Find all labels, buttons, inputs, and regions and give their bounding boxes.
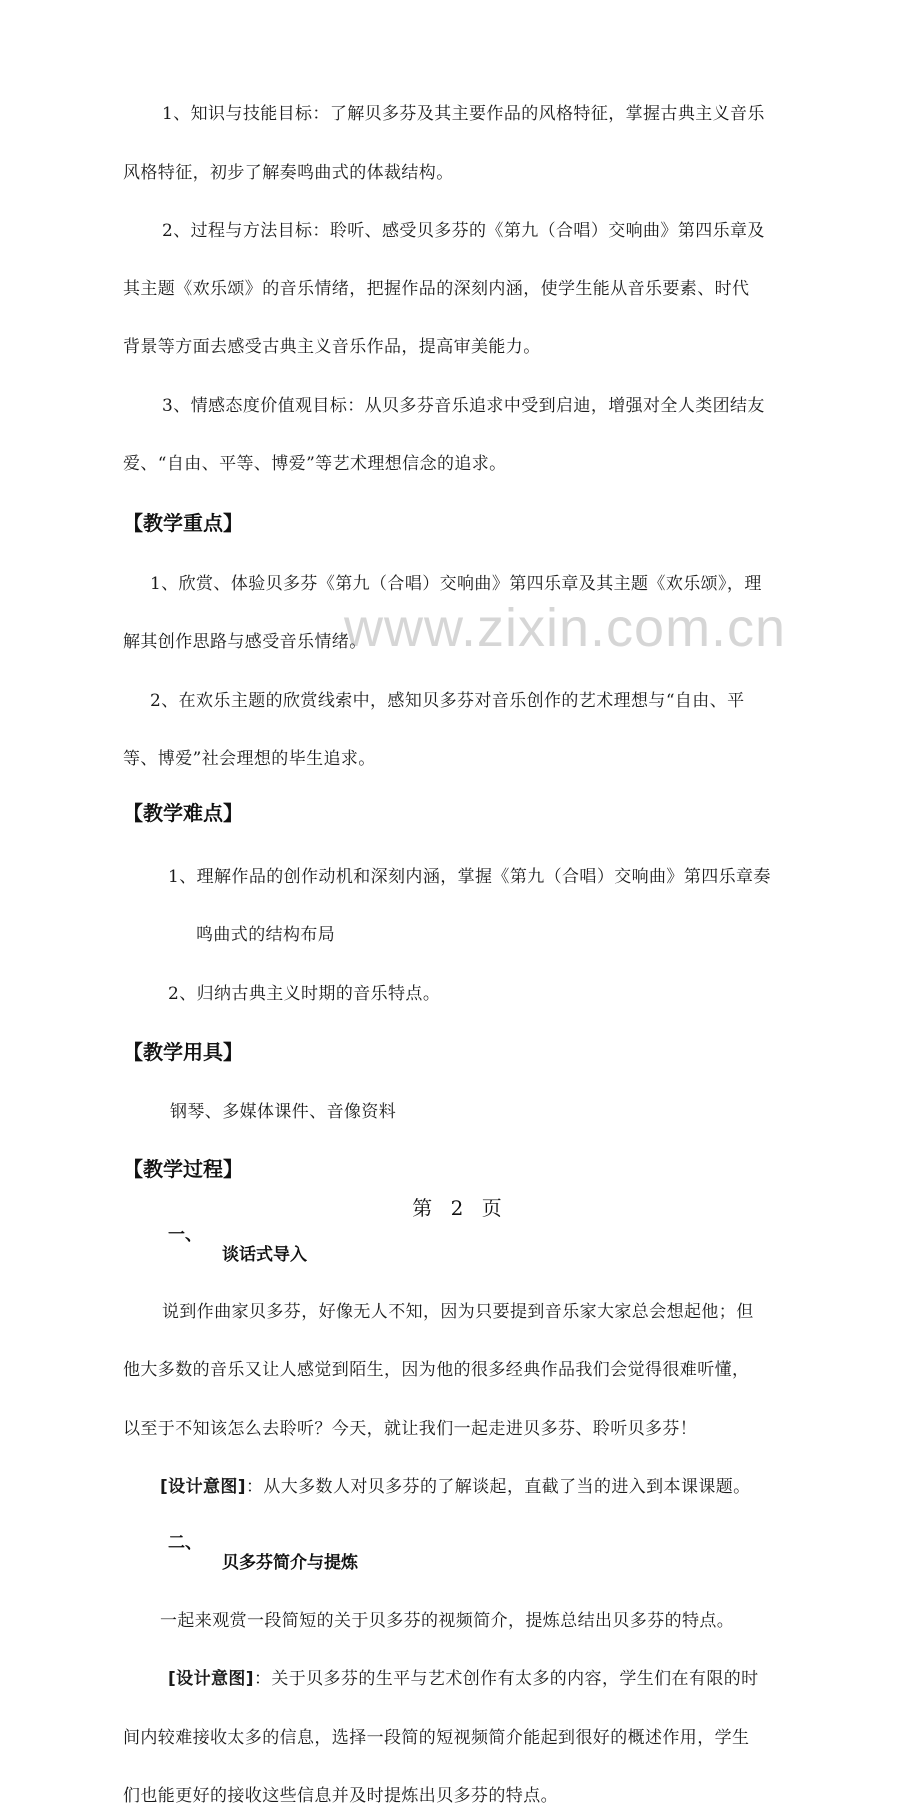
section-2-line-1: 一起来观赏一段简短的关于贝多芬的视频简介，提炼总结出贝多芬的特点。 <box>160 1611 735 1631</box>
difficulty-1-line-1: 1、理解作品的创作动机和深刻内涵，掌握《第九（合唱）交响曲》第四乐章奏 <box>168 867 771 887</box>
key-point-2-line-2: 等、博爱”社会理想的毕生追求。 <box>123 749 376 769</box>
section-1-line-2: 他大多数的音乐又让人感觉到陌生，因为他的很多经典作品我们会觉得很难听懂， <box>123 1360 750 1380</box>
section-1-line-3: 以至于不知该怎么去聆听？今天，就让我们一起走进贝多芬、聆听贝多芬！ <box>123 1419 698 1439</box>
process-heading: 【教学过程】 <box>123 1157 243 1181</box>
key-points-heading: 【教学重点】 <box>123 511 243 535</box>
objective-2-line-1: 2、过程与方法目标：聆听、感受贝多芬的《第九（合唱）交响曲》第四乐章及 <box>162 221 765 241</box>
section-2-design-intent <box>168 1669 920 1689</box>
objective-2-line-2: 其主题《欢乐颂》的音乐情绪，把握作品的深刻内涵，使学生能从音乐要素、时代 <box>123 279 750 299</box>
key-point-1-line-1: 1、欣赏、体验贝多芬《第九（合唱）交响曲》第四乐章及其主题《欢乐颂》，理 <box>150 574 762 594</box>
watermark: www.zixin.com.cn <box>344 598 787 658</box>
objective-1-line-1: 1、知识与技能目标：了解贝多芬及其主要作品的风格特征，掌握古典主义音乐 <box>162 104 765 124</box>
key-point-2-line-1: 2、在欢乐主题的欣赏线索中，感知贝多芬对音乐创作的艺术理想与“自由、平 <box>150 691 745 711</box>
section-2-title: 贝多芬简介与提炼 <box>222 1553 358 1573</box>
section-2-design-line-3: 们也能更好的接收这些信息并及时提炼出贝多芬的特点。 <box>123 1786 558 1806</box>
design-intent-text: ：从大多数人对贝多芬的了解谈起，直截了当的进入到本课课题。 <box>245 1477 751 1497</box>
section-1-line-1: 说到作曲家贝多芬，好像无人不知，因为只要提到音乐家大家总会想起他；但 <box>162 1302 754 1322</box>
section-1-number: 一、 <box>168 1225 202 1245</box>
design-intent-text: ：关于贝多芬的生平与艺术创作有太多的内容，学生们在有限的时 <box>253 1669 759 1689</box>
section-1-design-intent <box>160 1477 920 1497</box>
section-1-title: 谈话式导入 <box>222 1245 307 1265</box>
tools-heading: 【教学用具】 <box>123 1040 243 1064</box>
objective-3-line-2: 爱、“自由、平等、博爱”等艺术理想信念的追求。 <box>123 454 507 474</box>
difficulties-heading: 【教学难点】 <box>123 801 243 825</box>
difficulty-1-line-2: 鸣曲式的结构布局 <box>196 925 336 945</box>
key-point-1-line-2: 解其创作思路与感受音乐情绪。 <box>123 632 367 652</box>
section-2-design-line-2: 间内较难接收太多的信息，选择一段简的短视频简介能起到很好的概述作用，学生 <box>123 1728 750 1748</box>
objective-2-line-3: 背景等方面去感受古典主义音乐作品，提高审美能力。 <box>123 337 541 357</box>
objective-3-line-1: 3、情感态度价值观目标：从贝多芬音乐追求中受到启迪，增强对全人类团结友 <box>162 396 765 416</box>
design-intent-label: [设计意图] <box>168 1669 254 1689</box>
page-number: 第 2 页 <box>412 1196 508 1220</box>
difficulty-2: 2、归纳古典主义时期的音乐特点。 <box>168 984 441 1004</box>
objective-1-line-2: 风格特征，初步了解奏鸣曲式的体裁结构。 <box>123 163 454 183</box>
section-2-number: 二、 <box>168 1533 202 1553</box>
tools-text: 钢琴、多媒体课件、音像资料 <box>170 1102 397 1122</box>
design-intent-label: [设计意图] <box>160 1477 246 1497</box>
